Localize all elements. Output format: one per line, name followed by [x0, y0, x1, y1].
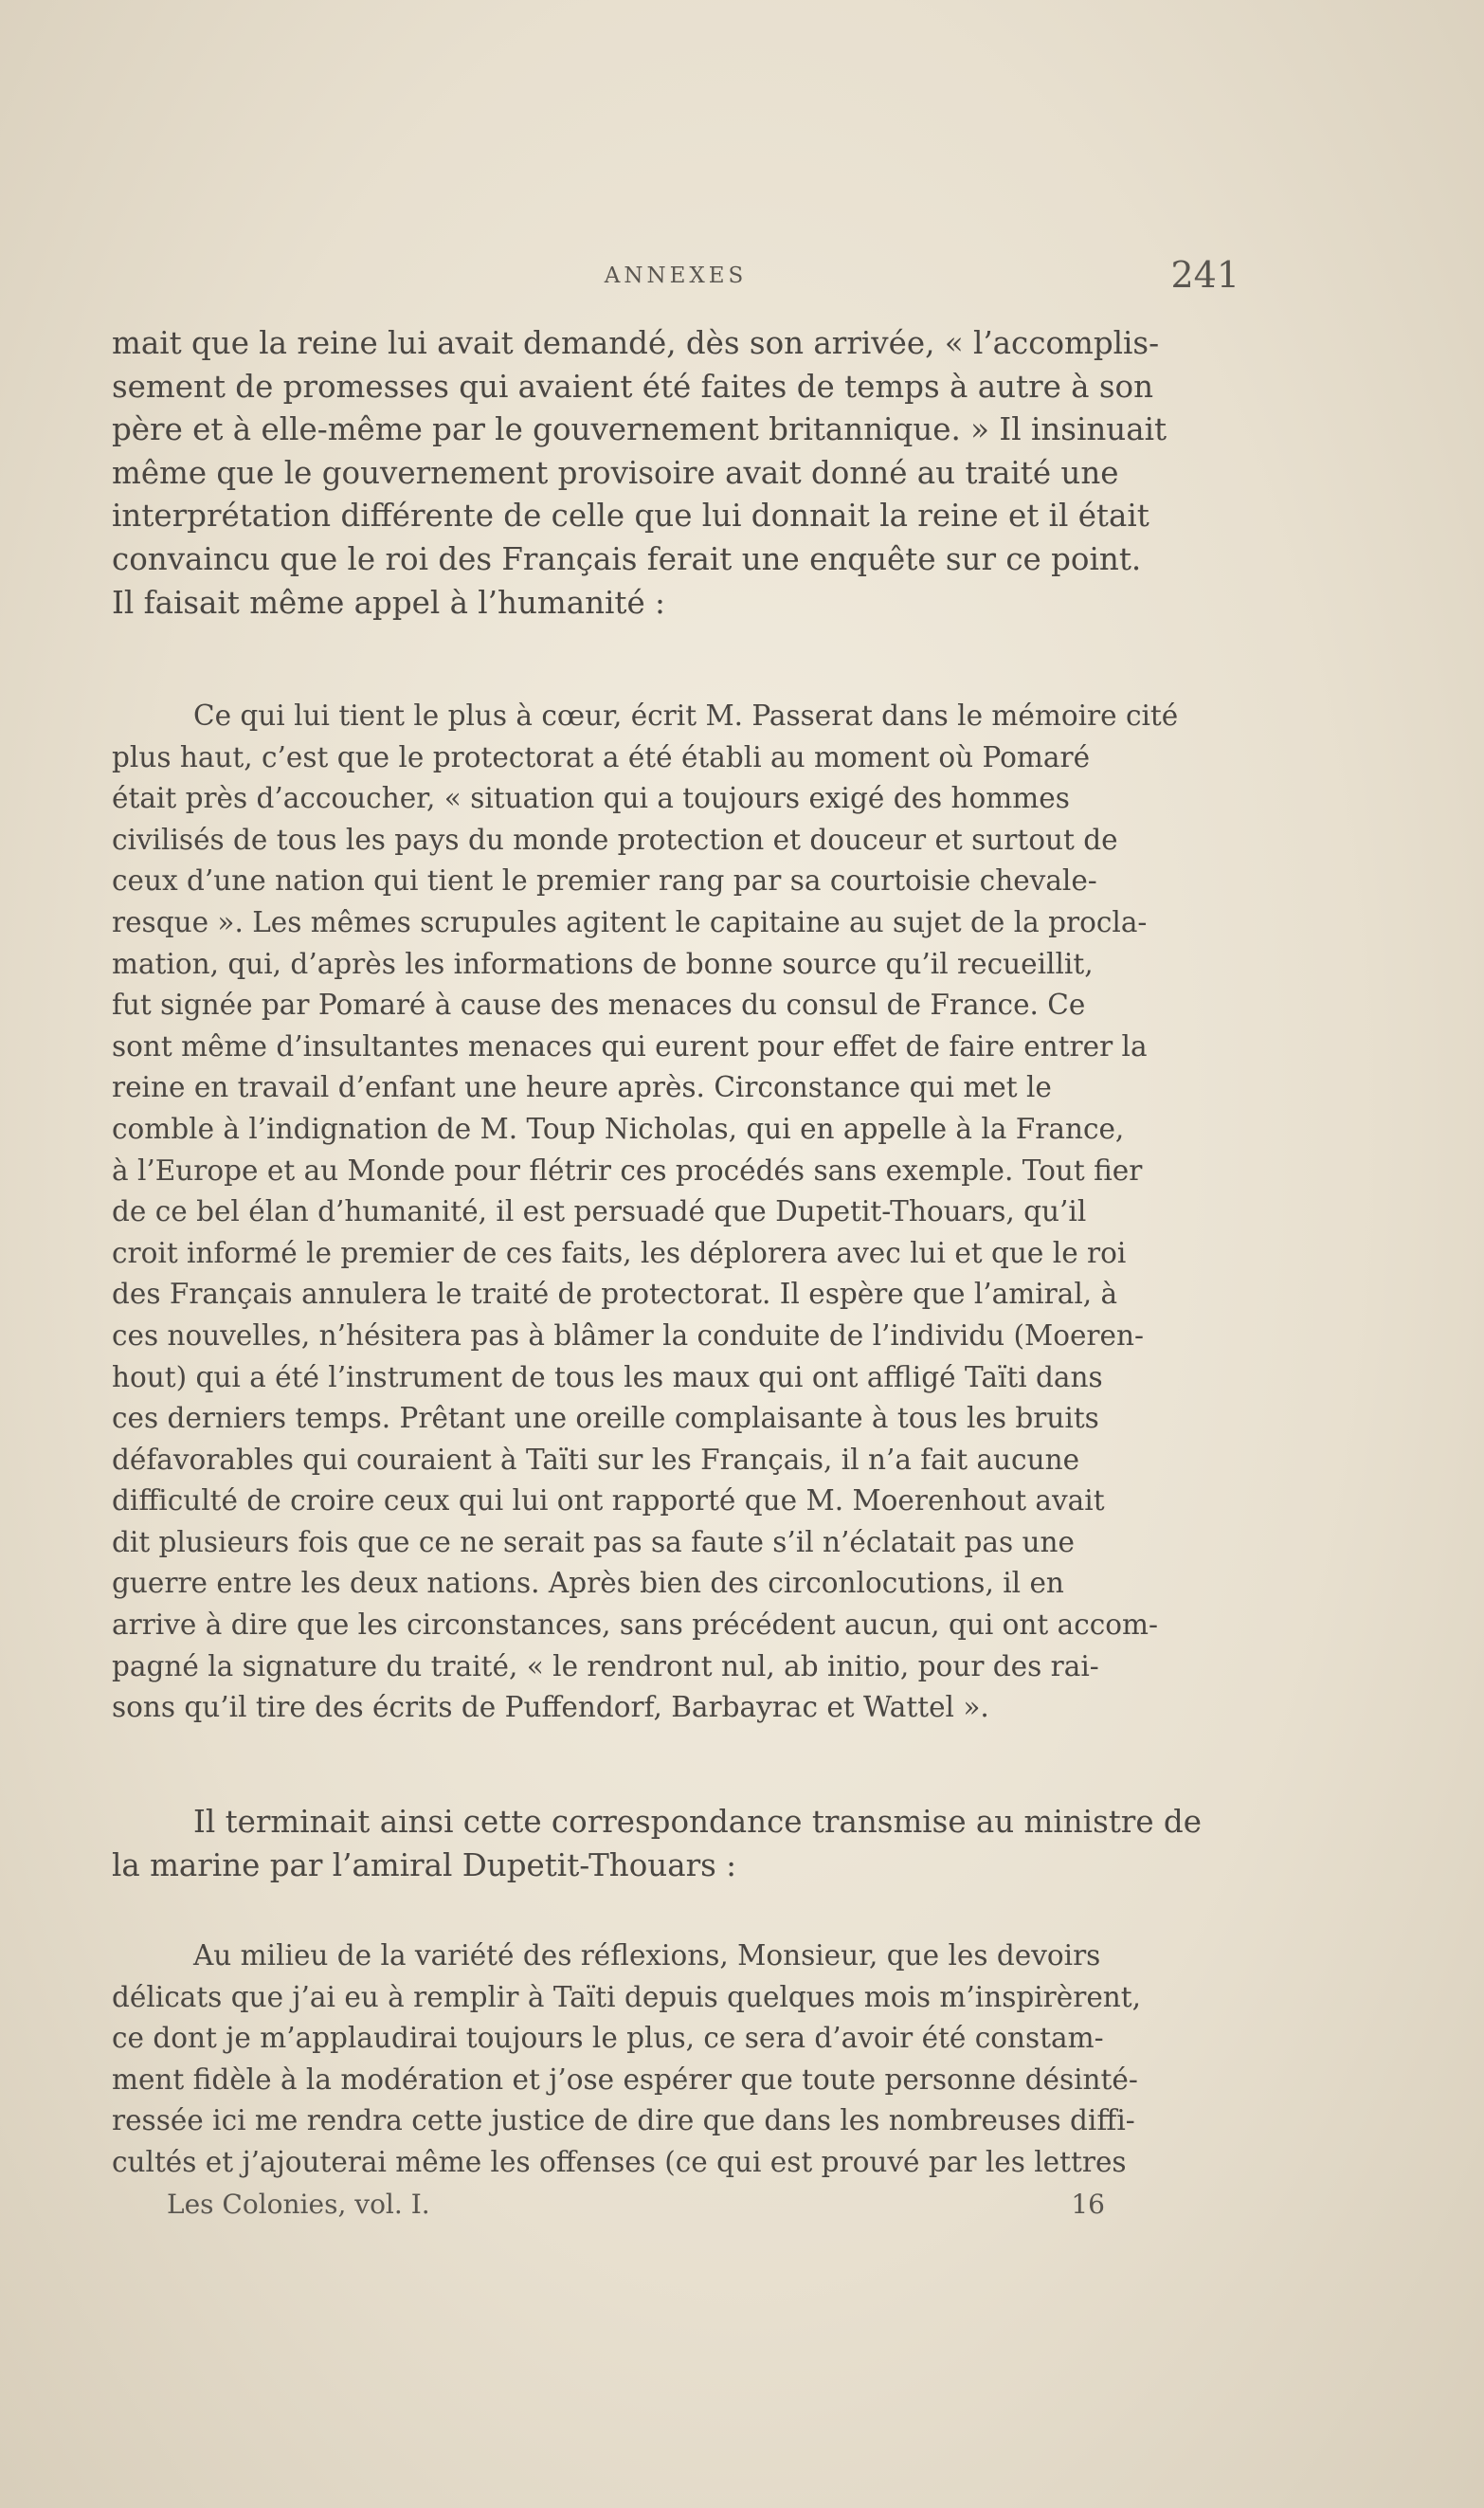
- quote-line: hout) qui a été l’instrument de tous les maux qui ont affligé Taïti dans: [112, 1360, 1103, 1393]
- quote-line: sons qu’il tire des écrits de Puffendorf, Barbayrac et Wattel ».: [112, 1691, 989, 1724]
- quote-line: reine en travail d’enfant une heure après. Circonstance qui met le: [112, 1071, 1052, 1104]
- quote-line: à l’Europe et au Monde pour flétrir ces procédés sans exemple. Tout fier: [112, 1154, 1143, 1187]
- quote-line: ceux d’une nation qui tient le premier rang par sa courtoisie chevale-: [112, 864, 1097, 898]
- quote-line: arrive à dire que les circonstances, sans précédent aucun, qui ont accom-: [112, 1608, 1158, 1642]
- text-line: Il terminait ainsi cette correspondance transmise au ministre de: [193, 1804, 1202, 1840]
- paragraph-2: [112, 1801, 1240, 1887]
- quote-line: dit plusieurs fois que ce ne serait pas sa faute s’il n’éclatait pas une: [112, 1525, 1075, 1558]
- quote-line: difficulté de croire ceux qui lui ont rapporté que M. Moerenhout avait: [112, 1484, 1105, 1518]
- footer-signature: Les Colonies, vol. I.: [167, 2189, 430, 2220]
- text-line: convaincu que le roi des Français ferait une enquête sur ce point.: [112, 540, 1142, 577]
- quote-line: délicats que j’ai eu à remplir à Taïti depuis quelques mois m’inspirèrent,: [112, 1980, 1142, 2013]
- quote-line: guerre entre les deux nations. Après bien des circonlocutions, il en: [112, 1567, 1064, 1600]
- text-line: Il faisait même appel à l’humanité :: [112, 584, 665, 621]
- quote-1: [112, 696, 1240, 1729]
- text-line: interprétation différente de celle que lui donnait la reine et il était: [112, 498, 1149, 535]
- quote-line: ces derniers temps. Prêtant une oreille complaisante à tous les bruits: [112, 1402, 1099, 1435]
- quote-line: ce dont je m’applaudirai toujours le plus, ce sera d’avoir été constam-: [112, 2022, 1104, 2055]
- quote-2: [112, 1936, 1240, 2184]
- quote-line: Au milieu de la variété des réflexions, Monsieur, que les devoirs: [193, 1939, 1101, 1972]
- page-number: 241: [1170, 254, 1240, 296]
- sheet-number: 16: [1071, 2189, 1105, 2220]
- quote-line: pagné la signature du traité, « le rendront nul, ab initio, pour des rai-: [112, 1649, 1099, 1682]
- quote-line: des Français annulera le traité de protectorat. Il espère que l’amiral, à: [112, 1278, 1118, 1311]
- running-head: ANNEXES: [604, 264, 748, 288]
- quote-line: mation, qui, d’après les informations de bonne source qu’il recueillit,: [112, 947, 1094, 980]
- quote-line: civilisés de tous les pays du monde protection et douceur et surtout de: [112, 823, 1118, 856]
- quote-line: fut signée par Pomaré à cause des menaces du consul de France. Ce: [112, 989, 1086, 1022]
- quote-line: ressée ici me rendra cette justice de dire que dans les nombreuses diffi-: [112, 2104, 1135, 2137]
- page-header: [112, 254, 1240, 296]
- quote-line: ces nouvelles, n’hésitera pas à blâmer la conduite de l’individu (Moeren-: [112, 1318, 1144, 1352]
- text-line: la marine par l’amiral Dupetit-Thouars :: [112, 1846, 737, 1883]
- page-footer: [167, 2189, 1105, 2226]
- quote-line: de ce bel élan d’humanité, il est persuadé que Dupetit-Thouars, qu’il: [112, 1195, 1087, 1228]
- quote-line: défavorables qui couraient à Taïti sur les Français, il n’a fait aucune: [112, 1443, 1080, 1476]
- quote-line: était près d’accoucher, « situation qui a toujours exigé des hommes: [112, 782, 1070, 815]
- quote-line: comble à l’indignation de M. Toup Nicholas, qui en appelle à la France,: [112, 1112, 1125, 1145]
- text-line: père et à elle-même par le gouvernement britannique. » Il insinuait: [112, 411, 1167, 448]
- text-line: sement de promesses qui avaient été faites de temps à autre à son: [112, 368, 1154, 405]
- quote-line: sont même d’insultantes menaces qui eurent pour effet de faire entrer la: [112, 1029, 1148, 1063]
- quote-line: Ce qui lui tient le plus à cœur, écrit M. Passerat dans le mémoire cité: [193, 700, 1179, 732]
- quote-line: cultés et j’ajouterai même les offenses (ce qui est prouvé par les lettres: [112, 2145, 1127, 2178]
- quote-line: croit informé le premier de ces faits, les déplorera avec lui et que le roi: [112, 1236, 1127, 1269]
- text-line: mait que la reine lui avait demandé, dès son arrivée, « l’accomplis-: [112, 325, 1160, 361]
- text-line: même que le gouvernement provisoire avait donné au traité une: [112, 454, 1119, 491]
- paragraph-1: [112, 322, 1240, 625]
- quote-line: ment fidèle à la modération et j’ose espérer que toute personne désinté-: [112, 2063, 1138, 2096]
- quote-line: resque ». Les mêmes scrupules agitent le capitaine au sujet de la procla-: [112, 905, 1148, 938]
- quote-line: plus haut, c’est que le protectorat a été établi au moment où Pomaré: [112, 740, 1091, 773]
